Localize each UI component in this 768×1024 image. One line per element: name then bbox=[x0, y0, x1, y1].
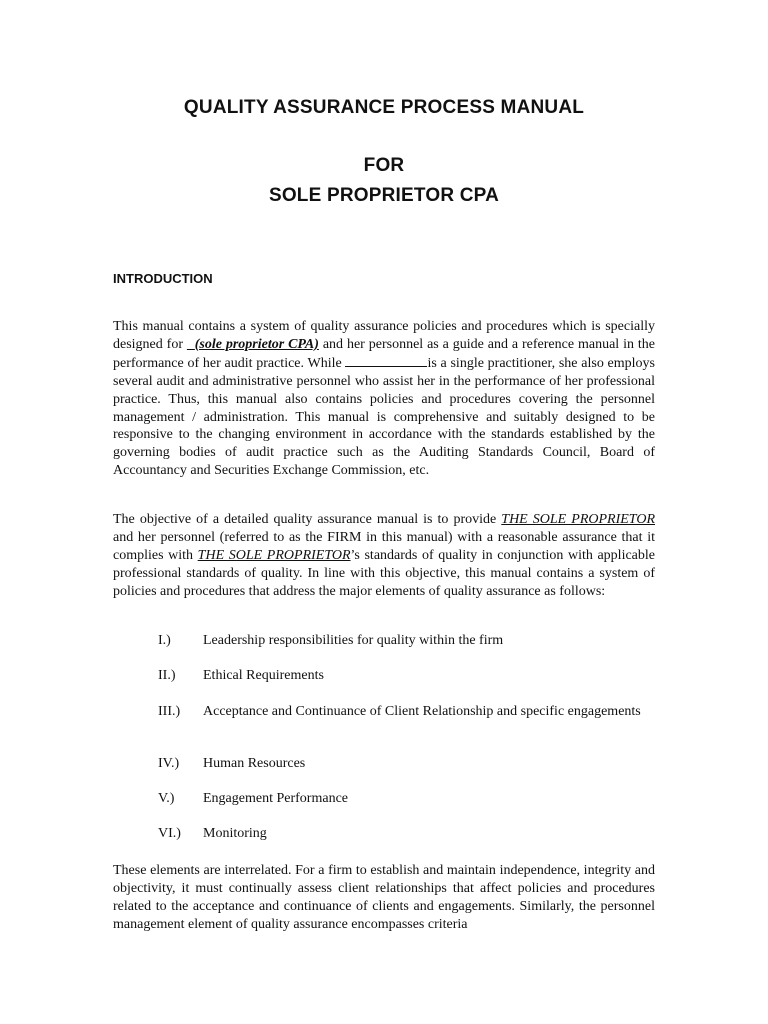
p2-text-c: and her personnel (referred to as the FIRM in this manual) with a reasonable assurance that it complies with bbox=[113, 529, 655, 563]
p1-text-d: is a single practitioner, she also employs several audit and administrative personnel who assist her in the performance of her professional practice. Thus, this manual also contains policies and procedures covering the personnel management / administration. This manual is comprehensive and suitably designed to be responsive to the changing environment in accordance with the standards established by the governing bodies of audit practice such as the Auditing Standards Council, Board of Accountancy and Securities Exchange Commission, etc. bbox=[113, 355, 655, 479]
list-item-number: II.) bbox=[158, 668, 176, 683]
list-item-text: Ethical Requirements bbox=[203, 668, 324, 683]
p2-text-e: ’s standards of quality in conjunction with applicable professional standards of quality. In line with this objective, this manual contains a system of policies and procedures that address the major elements of quality assurance as follows: bbox=[113, 547, 655, 599]
list-item-number: VI.) bbox=[158, 826, 181, 841]
list-item-text: Engagement Performance bbox=[203, 791, 348, 806]
document-subtitle: SOLE PROPRIETOR CPA bbox=[268, 185, 500, 206]
p1-text-a: This manual contains a system of quality assurance policies and procedures which is specially designed for bbox=[113, 319, 655, 352]
document-title: QUALITY ASSURANCE PROCESS MANUAL bbox=[183, 97, 585, 118]
p2-sole-proprietor-1: THE SOLE PROPRIETOR bbox=[501, 512, 655, 527]
list-item-number: III.) bbox=[158, 704, 181, 719]
p1-sole-proprietor-placeholder: (sole proprietor CPA) bbox=[194, 336, 319, 352]
list-item-number: V.) bbox=[158, 791, 175, 806]
list-item-text: Acceptance and Continuance of Client Relationship and specific engagements bbox=[203, 704, 641, 719]
p1-underline-space bbox=[187, 337, 195, 352]
introduction-heading: INTRODUCTION bbox=[113, 271, 213, 286]
intro-paragraph-3: These elements are interrelated. For a firm to establish and maintain independence, integrity and objectivity, it must continually assess client relationships that affect policies and procedures related to the acceptance and continuance of clients and engagements. Similarly, the personnel management element of quality assurance encompasses criteria bbox=[113, 863, 655, 932]
p2-text-a: The objective of a detailed quality assurance manual is to provide bbox=[113, 512, 502, 527]
list-item-number: I.) bbox=[158, 633, 171, 648]
list-item-text: Leadership responsibilities for quality within the firm bbox=[203, 633, 504, 648]
list-item-text: Monitoring bbox=[203, 826, 267, 841]
p1-text-c: and her personnel as a guide and a reference manual in the performance of her audit practice. While bbox=[113, 336, 655, 371]
list-item-text: Human Resources bbox=[203, 756, 306, 771]
document-title-for: FOR bbox=[363, 155, 405, 176]
intro-paragraph-1 bbox=[113, 318, 655, 480]
list-item-number: IV.) bbox=[158, 756, 180, 771]
p2-sole-proprietor-2: THE SOLE PROPRIETOR bbox=[197, 547, 351, 563]
intro-paragraph-2 bbox=[113, 511, 655, 601]
p1-name-blank bbox=[345, 354, 427, 367]
